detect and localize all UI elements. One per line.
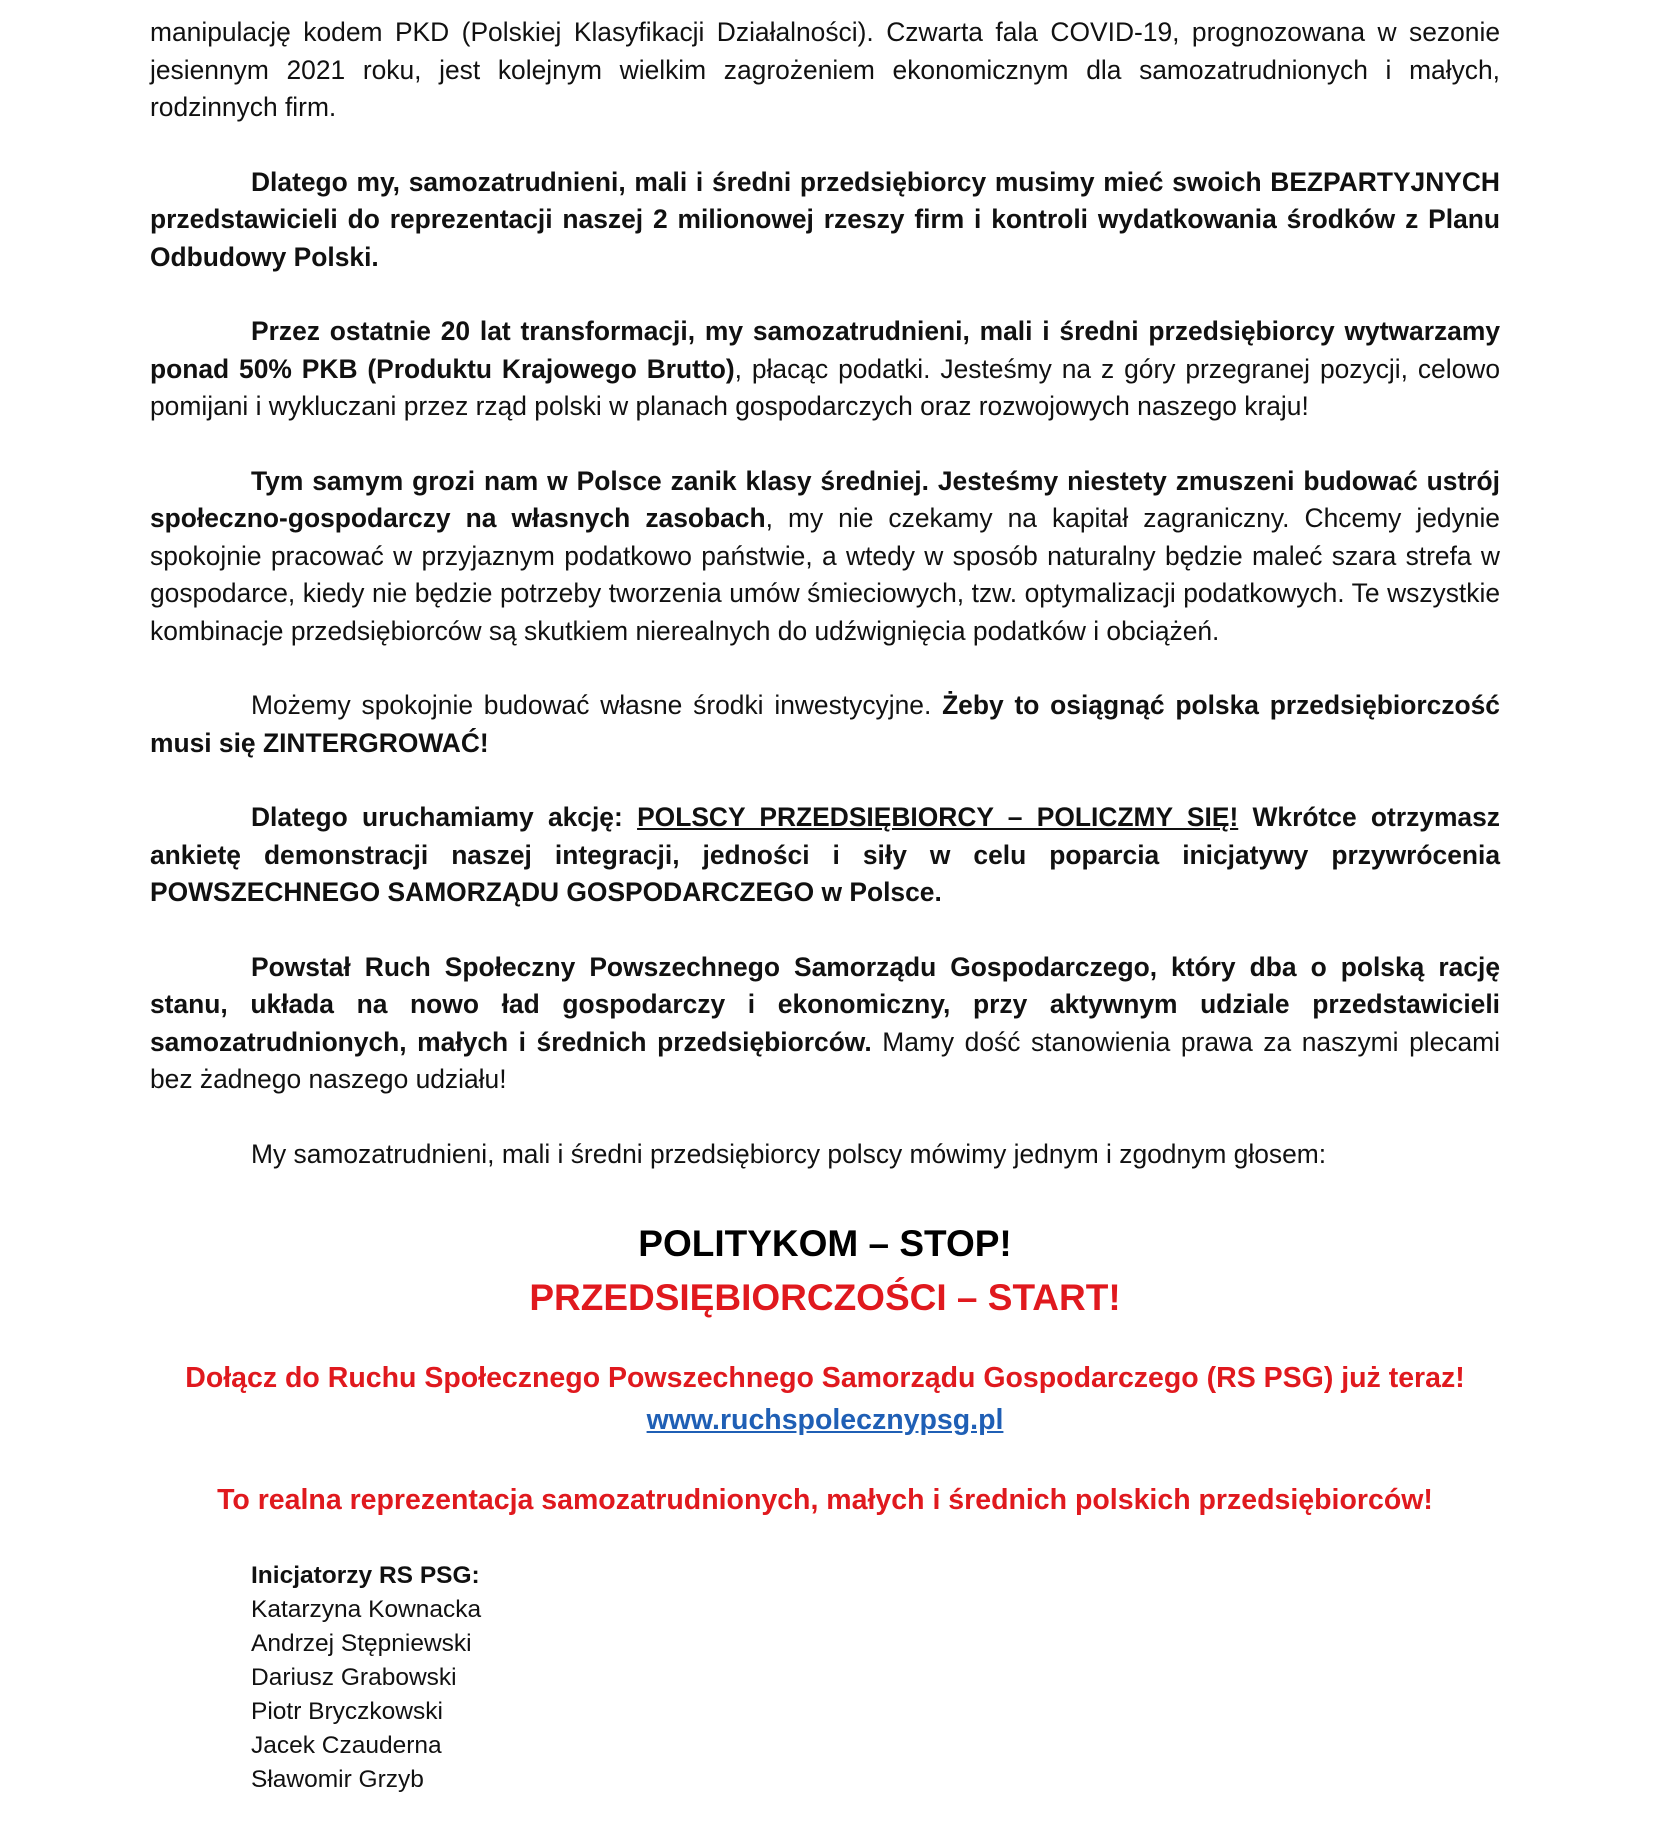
slogans [150,1217,1500,1325]
initiator-name: Piotr Bryczkowski [251,1698,443,1725]
campaign-name: POLSCY PRZEDSIĘBIORCY – POLICZMY SIĘ! [637,802,1239,832]
initiator-name: Andrzej Stępniewski [251,1630,472,1657]
paragraph-covid [150,14,1500,127]
paragraph-investment-bold: Żeby to osiągnąć polska przedsiębiorczość musi się ZINTERGROWAĆ! [150,690,1500,758]
initiators-title: Inicjatorzy RS PSG: [251,1562,480,1589]
slogan-politicians-stop: POLITYKOM – STOP! [638,1223,1012,1264]
initiator-name: Jacek Czauderna [251,1732,442,1759]
join-call-to-action: Dołącz do Ruchu Społecznego Powszechnego Samorządu Gospodarczego (RS PSG) już teraz! [185,1362,1465,1394]
representation-statement: To realna reprezentacja samozatrudnionych, małych i średnich polskich przedsiębiorców! [217,1484,1433,1516]
paragraph-movement-bold: Powstał Ruch Społeczny Powszechnego Samorządu Gospodarczego, który dba o polską rację stanu, układa na nowo ład gospodarczy i ekonomiczny, przy aktywnym udziale przedstawicieli samozatrudnionych, małych i średnich przedsiębiorców. [150,951,1500,1057]
paragraph-transformation-bold: Przez ostatnie 20 lat transformacji, my samozatrudnieni, mali i średni przedsiębiorcy wytwarzamy ponad 50% PKB (Produktu Krajowego Brutto) [150,316,1500,384]
paragraph-action-bold-start: Dlatego uruchamiamy akcję: [251,802,638,832]
slogan-entrepreneurship-start: PRZEDSIĘBIORCZOŚCI – START! [529,1277,1121,1318]
paragraph-action [150,799,1500,912]
paragraph-representatives-bold: Dlatego my, samozatrudnieni, mali i średni przedsiębiorcy musimy mieć swoich BEZPARTYJNYCH przedstawicieli do reprezentacji naszej 2 milionowej rzeszy firm i kontroli wydatkowania środków z Planu Odbudowy Polski. [150,166,1500,272]
paragraph-covid-text: manipulację kodem PKD (Polskiej Klasyfikacji Działalności). Czwarta fala COVID-19, prognozowana w sezonie jesiennym 2021 roku, jest kolejnym wielkim zagrożeniem ekonomicznym dla samozatrudnionych i małych, rodzinnych firm. [150,17,1500,122]
paragraph-one-voice [150,1136,1500,1174]
initiators-list [251,1559,1500,1797]
paragraph-representatives [150,164,1500,277]
paragraph-investment-plain: Możemy spokojnie budować własne środki inwestycyjne. [251,690,943,720]
paragraph-action-bold-end: Wkrótce otrzymasz ankietę demonstracji naszej integracji, jedności i siły w celu poparcia inicjatywy przywrócenia POWSZECHNEGO SAMORZĄDU GOSPODARCZEGO w Polsce. [150,802,1500,907]
paragraph-movement [150,949,1500,1099]
paragraph-transformation-rest: , płacąc podatki. Jesteśmy na z góry przegranej pozycji, celowo pomijani i wykluczani przez rząd polski w planach gospodarczych oraz rozwojowych naszego kraju! [150,353,1500,421]
paragraph-middle-class-rest: , my nie czekamy na kapitał zagraniczny. Chcemy jedynie spokojnie pracować w przyjaznym podatkowo państwie, a wtedy w sposób naturalny będzie maleć szara strefa w gospodarce, kiedy nie będzie potrzeby tworzenia umów śmieciowych, tzw. optymalizacji podatkowych. Te wszystkie kombinacje przedsiębiorców są skutkiem nierealnych do udźwignięcia podatków i obciążeń. [150,503,1500,646]
initiator-name: Katarzyna Kownacka [251,1596,482,1623]
paragraph-middle-class [150,463,1500,651]
paragraph-one-voice-text: My samozatrudnieni, mali i średni przedsiębiorcy polscy mówimy jednym i zgodnym głosem: [251,1138,1327,1169]
paragraph-transformation [150,313,1500,426]
paragraph-investment [150,687,1500,762]
initiator-name: Dariusz Grabowski [251,1664,457,1691]
initiator-name: Sławomir Grzyb [251,1766,424,1793]
paragraph-middle-class-bold: Tym samym grozi nam w Polsce zanik klasy średniej. Jesteśmy niestety zmuszeni budować ustrój społeczno-gospodarczy na własnych zasobach [150,465,1500,533]
document-page [150,14,1500,1797]
website-link[interactable]: www.ruchspolecznypsg.pl [646,1404,1004,1436]
paragraph-movement-rest: Mamy dość stanowienia prawa za naszymi plecami bez żadnego naszego udziału! [150,1026,1501,1094]
